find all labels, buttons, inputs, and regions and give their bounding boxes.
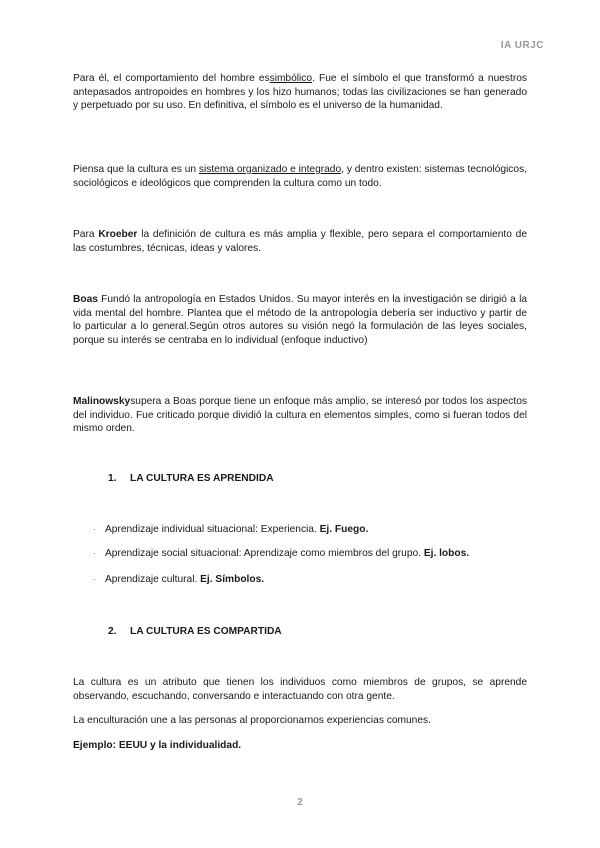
text: Piensa que la cultura es un bbox=[73, 164, 199, 175]
list-item-text: Aprendizaje cultural. bbox=[105, 574, 201, 585]
list-item-example: Ej. lobos. bbox=[423, 548, 470, 559]
underlined-term: sistema organizado e integrado bbox=[198, 164, 342, 175]
paragraph-enculturation: La enculturación une a las personas al proporcionarnos experiencias comunes. bbox=[73, 715, 431, 726]
section-heading-1 bbox=[108, 473, 274, 484]
list-item-example: Ej. Símbolos. bbox=[200, 574, 265, 585]
underlined-term: simbólico bbox=[269, 73, 313, 84]
heading-text: LA CULTURA ES APRENDIDA bbox=[130, 473, 274, 484]
bold-term: Boas bbox=[73, 294, 98, 305]
paragraph-shared-culture: La cultura es un atributo que tienen los individuos como miembros de grupos, se aprende observando, escuchando, conversando e interactuando con otra gente. bbox=[73, 677, 527, 702]
text: . Fue el símbolo el que transformó a nuestros antepasados antropoides en hombres y los hizo humanos; todas las civilizaciones se han generado y perpetuado por su uso. En definitiva, el símbolo es el universo de la humanidad. bbox=[73, 73, 527, 112]
list-item-text: Aprendizaje social situacional: Aprendizaje como miembros del grupo. bbox=[105, 548, 424, 559]
heading-number: 1. bbox=[108, 473, 117, 484]
paragraph-malinowsky bbox=[73, 395, 527, 436]
heading-text: LA CULTURA ES COMPARTIDA bbox=[130, 626, 282, 637]
text: la definición de cultura es más amplia y flexible, pero separa el comportamiento de las costumbres, técnicas, ideas y valores. bbox=[73, 229, 527, 254]
text: Fundó la antropología en Estados Unidos. Su mayor interés en la investigación se dirigió a la vida mental del hombre. Plantea que el método de la antropología debería ser inductivo y partir de lo particular a lo general.Según otros autores su visión negó la formulación de las leyes sociales, porque su interés se centraba en lo individual (enfoque inductivo) bbox=[73, 294, 527, 346]
bullet-icon: · bbox=[93, 525, 96, 534]
paragraph-example: Ejemplo: EEUU y la individualidad. bbox=[73, 740, 242, 751]
text: , y dentro existen: sistemas tecnológicos, sociológicos e ideológicos que comprenden la cultura como un todo. bbox=[73, 164, 527, 189]
paragraph-culture-system bbox=[73, 163, 527, 190]
section-heading-2 bbox=[108, 626, 282, 637]
text: Para bbox=[73, 229, 99, 240]
bullet-icon: · bbox=[93, 575, 96, 584]
list-item-example: Ej. Fuego. bbox=[319, 524, 369, 535]
page-number: 2 bbox=[297, 797, 303, 808]
bold-term: Kroeber bbox=[98, 229, 138, 240]
paragraph-symbolic bbox=[73, 72, 527, 113]
list-item-text: Aprendizaje individual situacional: Experiencia. bbox=[105, 524, 320, 535]
list-item bbox=[93, 574, 264, 585]
paragraph-kroeber bbox=[73, 228, 527, 255]
list-item bbox=[93, 524, 368, 535]
bold-term: Malinowsky bbox=[73, 396, 131, 407]
bullet-icon: · bbox=[93, 549, 96, 558]
list-item bbox=[93, 548, 469, 559]
text: supera a Boas porque tiene un enfoque más amplio, se interesó por todos los aspectos del individuo. Fue criticado porque dividió la cultura en elementos simples, como si fueran todos del mismo orden. bbox=[73, 396, 527, 435]
heading-number: 2. bbox=[108, 626, 117, 637]
text: Para él, el comportamiento del hombre es bbox=[73, 73, 270, 84]
document-header: IA URJC bbox=[500, 40, 544, 51]
paragraph-boas bbox=[73, 293, 527, 347]
